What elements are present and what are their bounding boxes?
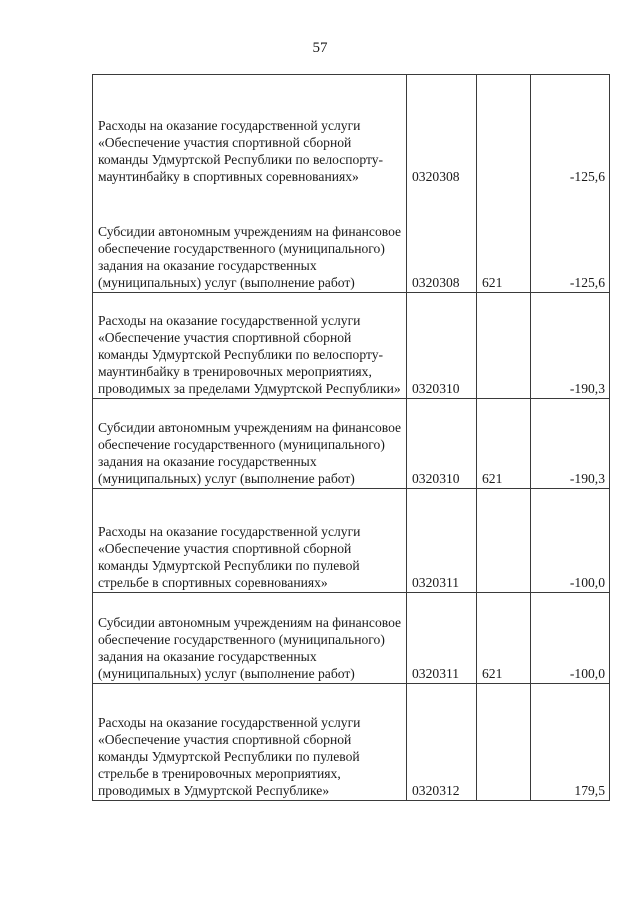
budget-table xyxy=(92,74,610,801)
table-row xyxy=(93,684,610,801)
row-amount: -190,3 xyxy=(531,399,610,489)
row-amount: -100,0 xyxy=(531,593,610,684)
table-row xyxy=(93,293,610,399)
row-type xyxy=(477,75,531,186)
row-type xyxy=(477,293,531,399)
row-amount: -100,0 xyxy=(531,489,610,593)
row-amount: -125,6 xyxy=(531,186,610,293)
row-type xyxy=(477,489,531,593)
row-code: 0320308 xyxy=(407,75,477,186)
row-type: 621 xyxy=(477,186,531,293)
row-code: 0320310 xyxy=(407,399,477,489)
row-description: Субсидии автономным учреждениям на финансовое обеспечение государственного (муниципального) задания на оказание государственных (муниципальных) услуг (выполнение работ) xyxy=(93,399,407,489)
row-code: 0320312 xyxy=(407,684,477,801)
row-amount: 179,5 xyxy=(531,684,610,801)
row-code: 0320311 xyxy=(407,489,477,593)
row-code: 0320311 xyxy=(407,593,477,684)
row-description: Расходы на оказание государственной услуги «Обеспечение участия спортивной сборной команды Удмуртской Республики по велоспорту-маунтинбайку в тренировочных мероприятиях, проводимых за пределами Удмуртской Республики» xyxy=(93,293,407,399)
row-type xyxy=(477,684,531,801)
row-description: Расходы на оказание государственной услуги «Обеспечение участия спортивной сборной команды Удмуртской Республики по пулевой стрельбе в спортивных соревнованиях» xyxy=(93,489,407,593)
table-row xyxy=(93,75,610,186)
table-row xyxy=(93,593,610,684)
row-code: 0320310 xyxy=(407,293,477,399)
table-row xyxy=(93,489,610,593)
table-row xyxy=(93,186,610,293)
row-description: Субсидии автономным учреждениям на финансовое обеспечение государственного (муниципального) задания на оказание государственных (муниципальных) услуг (выполнение работ) xyxy=(93,593,407,684)
row-amount: -125,6 xyxy=(531,75,610,186)
page-number: 57 xyxy=(312,40,328,56)
row-description: Расходы на оказание государственной услуги «Обеспечение участия спортивной сборной команды Удмуртской Республики по пулевой стрельбе в тренировочных мероприятиях, проводимых в Удмуртской Республике» xyxy=(93,684,407,801)
row-description: Расходы на оказание государственной услуги «Обеспечение участия спортивной сборной команды Удмуртской Республики по велоспорту-маунтинбайку в спортивных соревнованиях» xyxy=(93,75,407,186)
row-code: 0320308 xyxy=(407,186,477,293)
row-description: Субсидии автономным учреждениям на финансовое обеспечение государственного (муниципального) задания на оказание государственных (муниципальных) услуг (выполнение работ) xyxy=(93,186,407,293)
row-type: 621 xyxy=(477,593,531,684)
row-amount: -190,3 xyxy=(531,293,610,399)
table-row xyxy=(93,399,610,489)
row-type: 621 xyxy=(477,399,531,489)
